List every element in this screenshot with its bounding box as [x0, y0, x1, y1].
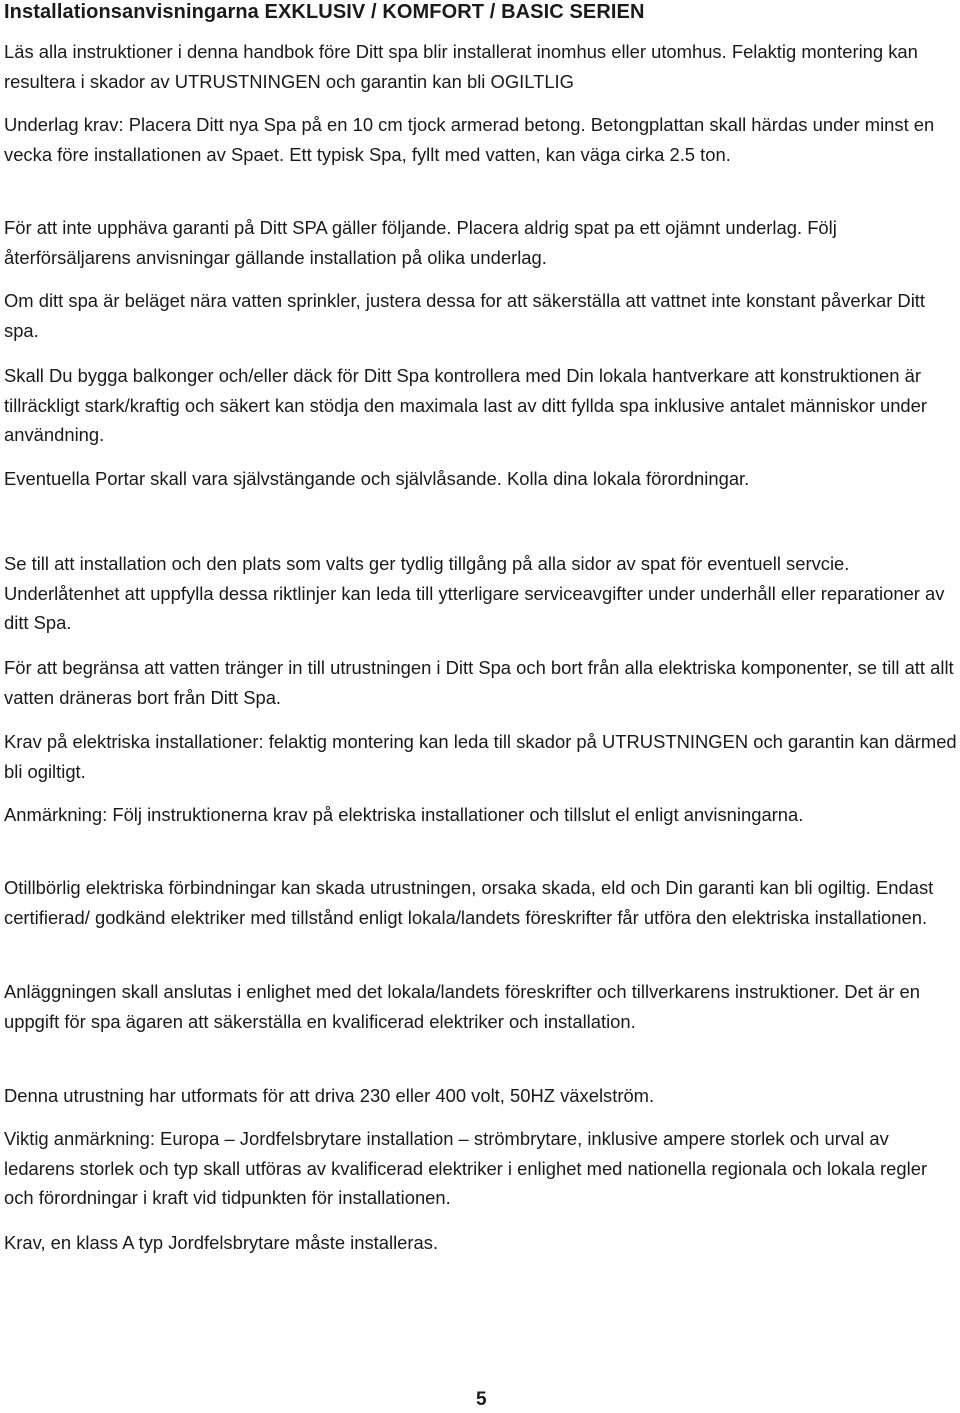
paragraph-water-drainage: För att begränsa att vatten tränger in till utrustningen i Ditt Spa och bort från alla elektriska komponenter, se till att allt vatten dräneras bort från Ditt Spa.	[4, 657, 954, 708]
paragraph-rcd-note: Viktig anmärkning: Europa – Jordfelsbrytare installation – strömbrytare, inklusive ampere storlek och urval av ledarens storlek och typ skall utföras av kvalificerad elektriker i enlighet med nationella regionala och lokala regler och förordningar i kraft vid tidpunkten för installationen.	[4, 1128, 928, 1208]
paragraph-improper-connections: Otillbörlig elektriska förbindningar kan skada utrustningen, orsaka skada, eld och Din garanti kan bli ogiltig. Endast certifierad/ godkänd elektriker med tillstånd enligt lokala/landets föreskrifter får utföra den elektriska installationen.	[4, 877, 934, 928]
page-title: Installationsanvisningarna EXKLUSIV / KOMFORT / BASIC SERIEN	[4, 1, 645, 23]
paragraph-connection-regulations: Anläggningen skall anslutas i enlighet med det lokala/landets föreskrifter och tillverkarens instruktioner. Det är en uppgift för spa ägaren att säkerställa en kvalificerad elektriker och installation.	[4, 981, 920, 1032]
paragraph-electrical-note: Anmärkning: Följ instruktionerna krav på elektriska installationer och tillslut el enligt anvisningarna.	[4, 804, 804, 825]
paragraph-service-access: Se till att installation och den plats som valts ger tydlig tillgång på alla sidor av spat för eventuell servcie. Underlåtenhet att uppfylla dessa riktlinjer kan leda till ytterligare serviceavgifter under underhåll eller reparationer av ditt Spa.	[4, 553, 945, 633]
page-number: 5	[476, 1389, 487, 1410]
paragraph-balconies-decks: Skall Du bygga balkonger och/eller däck för Ditt Spa kontrollera med Din lokala hantverkare att konstruktionen är tillräckligt stark/kraftig och säkert kan stödja den maximala last av ditt fyllda spa inklusive antalet människor under användning.	[4, 365, 928, 445]
paragraph-warranty-conditions: För att inte upphäva garanti på Ditt SPA gäller följande. Placera aldrig spat pa ett ojämnt underlag. Följ återförsäljarens anvisningar gällande installation på olika underlag.	[4, 217, 837, 268]
paragraph-foundation-requirements: Underlag krav: Placera Ditt nya Spa på en 10 cm tjock armerad betong. Betongplattan skall härdas under minst en vecka före installationen av Spaet. Ett typisk Spa, fyllt med vatten, kan väga cirka 2.5 ton.	[4, 114, 935, 165]
paragraph-electrical-requirements: Krav på elektriska installationer: felaktig montering kan leda till skador på UTRUSTNINGEN och garantin kan därmed bli ogiltigt.	[4, 731, 957, 782]
paragraph-read-instructions: Läs alla instruktioner i denna handbok före Ditt spa blir installerat inomhus eller utomhus. Felaktig montering kan resultera i skador av UTRUSTNINGEN och garantin kan bli OGILTLIG	[4, 41, 918, 92]
paragraph-gates: Eventuella Portar skall vara självstängande och självlåsande. Kolla dina lokala förordningar.	[4, 468, 750, 489]
paragraph-rcd-class-a: Krav, en klass A typ Jordfelsbrytare måste installeras.	[4, 1232, 439, 1253]
paragraph-sprinklers: Om ditt spa är beläget nära vatten sprinkler, justera dessa for att säkerställa att vattnet inte konstant påverkar Ditt spa.	[4, 290, 926, 341]
paragraph-voltage: Denna utrustning har utformats för att driva 230 eller 400 volt, 50HZ växelström.	[4, 1085, 655, 1106]
